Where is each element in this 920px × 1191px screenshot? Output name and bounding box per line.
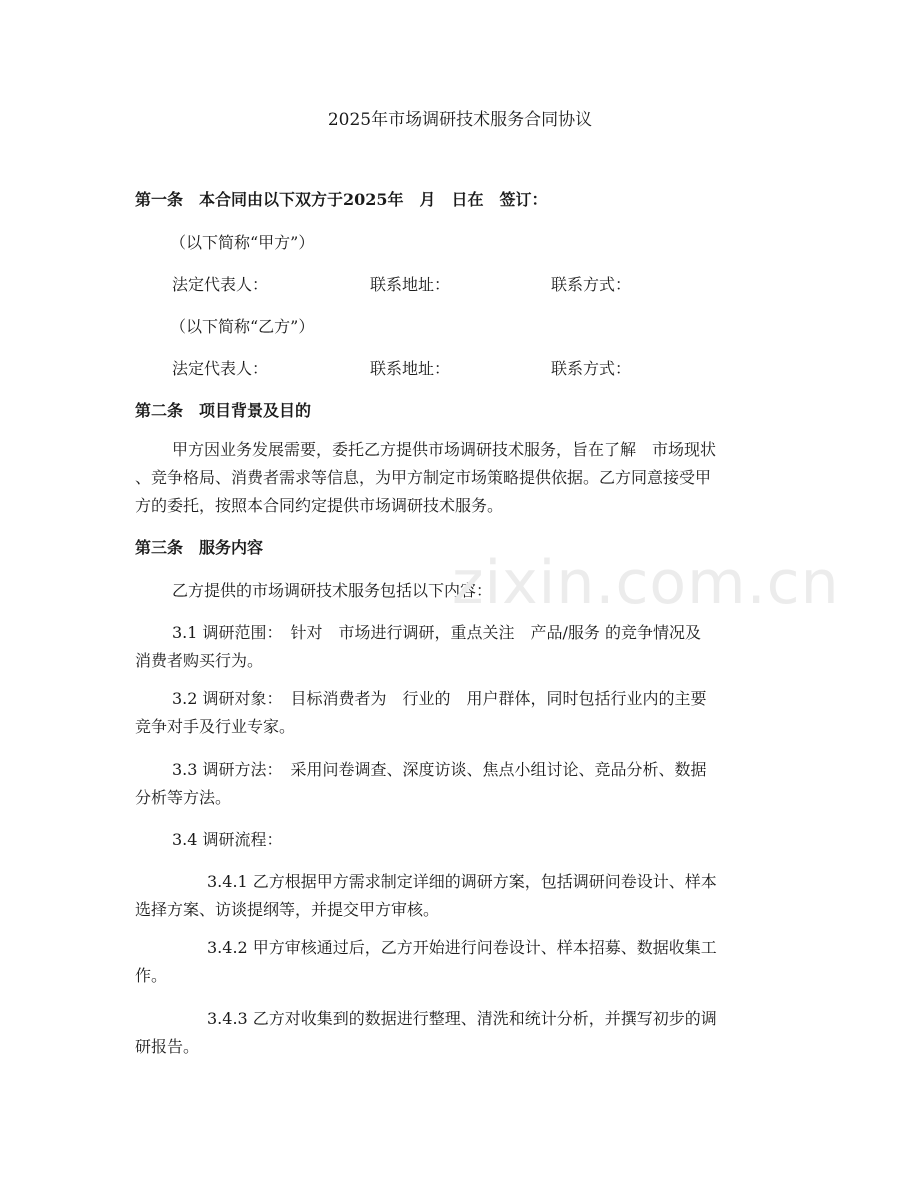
item-3-2-line: 3.2 调研对象： 目标消费者为 行业的 用户群体，同时包括行业内的主要 — [172, 689, 707, 708]
article-1-heading: 第一条 本合同由以下双方于2025年 月 日在 签订： — [135, 190, 548, 209]
party-a-contact: 联系方式： — [551, 275, 632, 294]
party-a-label: （以下简称“甲方”） — [170, 233, 315, 252]
item-3-3-line: 分析等方法。 — [135, 788, 232, 807]
item-3-4-line: 3.4 调研流程： — [172, 830, 283, 849]
item-3-4-1-line: 3.4.1 乙方根据甲方需求制定详细的调研方案，包括调研问卷设计、样本 — [207, 872, 717, 891]
party-b-label: （以下简称“乙方”） — [170, 317, 315, 336]
party-b-contact: 联系方式： — [551, 359, 632, 378]
item-3-1-line: 消费者购买行为。 — [135, 651, 264, 670]
item-3-4-2-line: 3.4.2 甲方审核通过后，乙方开始进行问卷设计、样本招募、数据收集工 — [207, 938, 717, 957]
article-2-paragraph-line: 甲方因业务发展需要，委托乙方提供市场调研技术服务，旨在了解 市场现状 — [172, 440, 717, 459]
article-2-heading: 第二条 项目背景及目的 — [135, 401, 312, 420]
item-3-2-line: 竞争对手及行业专家。 — [135, 717, 296, 736]
party-a-representative: 法定代表人： — [172, 275, 269, 294]
item-3-3-line: 3.3 调研方法： 采用问卷调查、深度访谈、焦点小组讨论、竞品分析、数据 — [172, 760, 707, 779]
watermark: zixin.com.cn — [452, 548, 840, 618]
article-3-intro: 乙方提供的市场调研技术服务包括以下内容： — [172, 581, 493, 600]
party-a-address: 联系地址： — [370, 275, 451, 294]
article-2-paragraph-line: 方的委托，按照本合同约定提供市场调研技术服务。 — [135, 496, 504, 515]
party-b-representative: 法定代表人： — [172, 359, 269, 378]
item-3-4-3-line: 3.4.3 乙方对收集到的数据进行整理、清洗和统计分析，并撰写初步的调 — [207, 1009, 717, 1028]
item-3-4-1-line: 选择方案、访谈提纲等，并提交甲方审核。 — [135, 900, 440, 919]
article-3-heading: 第三条 服务内容 — [135, 538, 264, 557]
party-b-address: 联系地址： — [370, 359, 451, 378]
article-2-paragraph-line: 、竞争格局、消费者需求等信息，为甲方制定市场策略提供依据。乙方同意接受甲 — [135, 468, 712, 487]
item-3-4-2-line: 作。 — [135, 966, 168, 985]
item-3-4-3-line: 研报告。 — [135, 1037, 200, 1056]
item-3-1-line: 3.1 调研范围： 针对 市场进行调研，重点关注 产品/服务 的竞争情况及 — [172, 623, 702, 642]
document-title: 2025年市场调研技术服务合同协议 — [327, 110, 593, 130]
